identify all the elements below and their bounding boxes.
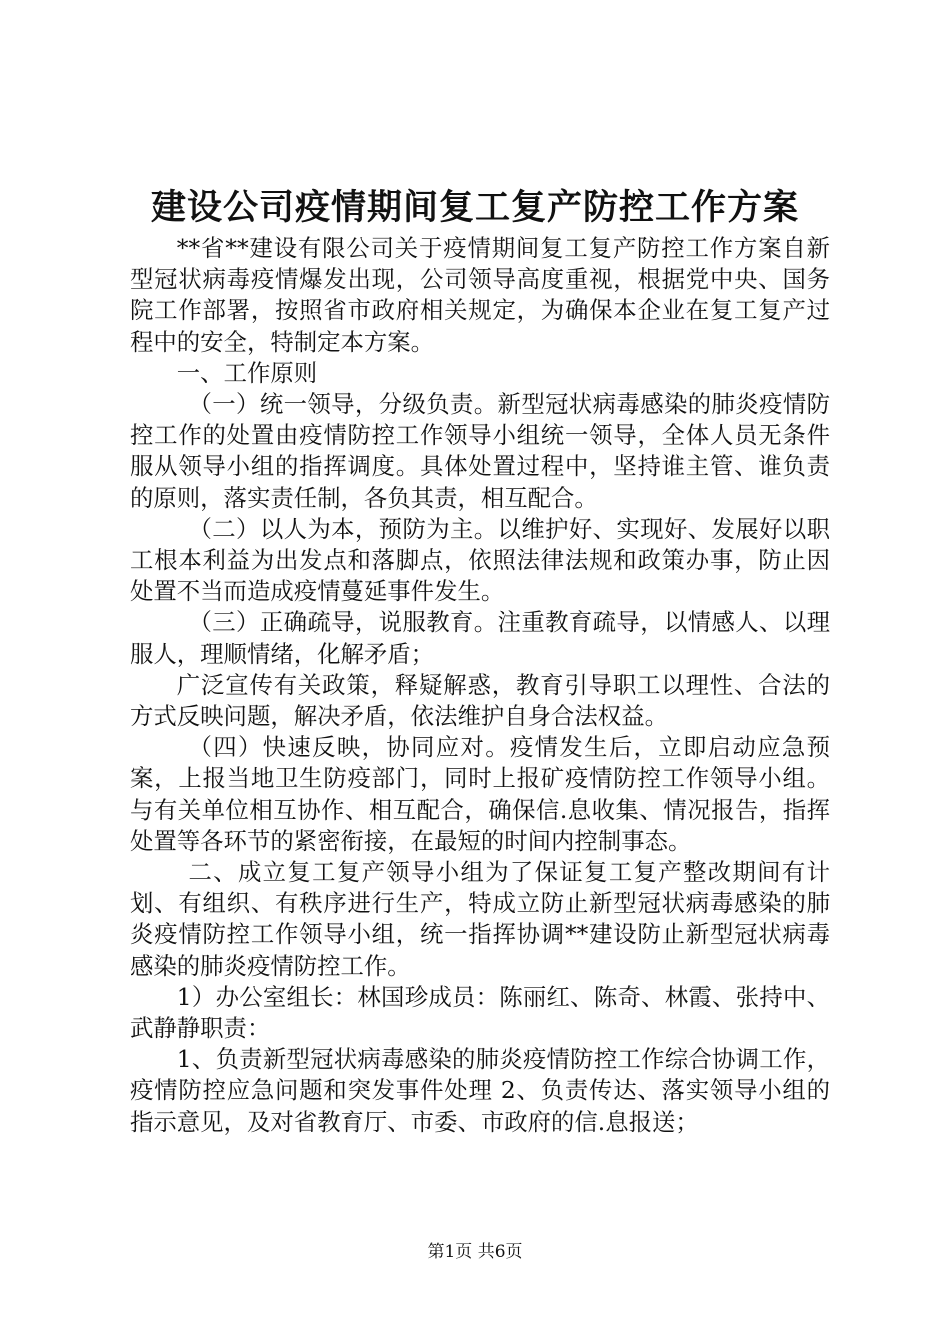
- principle-paragraph-3: （三）正确疏导，说服教育。注重教育疏导，以情感人、以理服人，理顺情绪，化解矛盾；: [130, 608, 830, 668]
- section-paragraph-leadership-group: 二、成立复工复产领导小组为了保证复工复产整改期间有计划、有组织、有秩序进行生产，特成立防止新型冠状病毒感染的肺炎疫情防控工作领导小组，统一指挥协调**建设防止新型冠状病毒感染的肺炎疫情防控工作。: [130, 858, 830, 980]
- principle-paragraph-4: （四）快速反映，协同应对。疫情发生后，立即启动应急预案，上报当地卫生防疫部门，同时上报矿疫情防控工作领导小组。与有关单位相互协作、相互配合，确保信.息收集、情况报告，指挥处置等各环节的紧密衔接，在最短的时间内控制事态。: [130, 733, 830, 855]
- document-body: [130, 233, 830, 1138]
- principle-paragraph-3-continued: 广泛宣传有关政策，释疑解惑，教育引导职工以理性、合法的方式反映问题，解决矛盾，依法维护自身合法权益。: [130, 670, 830, 731]
- office-duties-paragraph: 1、负责新型冠状病毒感染的肺炎疫情防控工作综合协调工作，疫情防控应急问题和突发事件处理 2、负责传达、落实领导小组的指示意见，及对省教育厅、市委、市政府的信.息报送；: [130, 1045, 830, 1136]
- office-members-paragraph: 1）办公室组长：林国珍成员：陈丽红、陈奇、林霞、张持中、武静静职责：: [130, 982, 830, 1043]
- intro-paragraph: **省**建设有限公司关于疫情期间复工复产防控工作方案自新型冠状病毒疫情爆发出现，公司领导高度重视，根据党中央、国务院工作部署，按照省市政府相关规定，为确保本企业在复工复产过程中的安全，特制定本方案。: [130, 234, 830, 356]
- page-number-footer: 第1页 共6页: [427, 1242, 523, 1262]
- principle-paragraph-2: （二）以人为本，预防为主。以维护好、实现好、发展好以职工根本利益为出发点和落脚点，依照法律法规和政策办事，防止因处置不当而造成疫情蔓延事件发生。: [130, 514, 830, 606]
- section-heading-principles: 一、工作原则: [176, 358, 318, 387]
- document-title: 建设公司疫情期间复工复产防控工作方案: [150, 187, 799, 228]
- principle-paragraph-1: （一）统一领导，分级负责。新型冠状病毒感染的肺炎疫情防控工作的处置由疫情防控工作领导小组统一领导，全体人员无条件服从领导小组的指挥调度。具体处置过程中，坚持谁主管、谁负责的原则，落实责任制，各负其责，相互配合。: [130, 390, 830, 512]
